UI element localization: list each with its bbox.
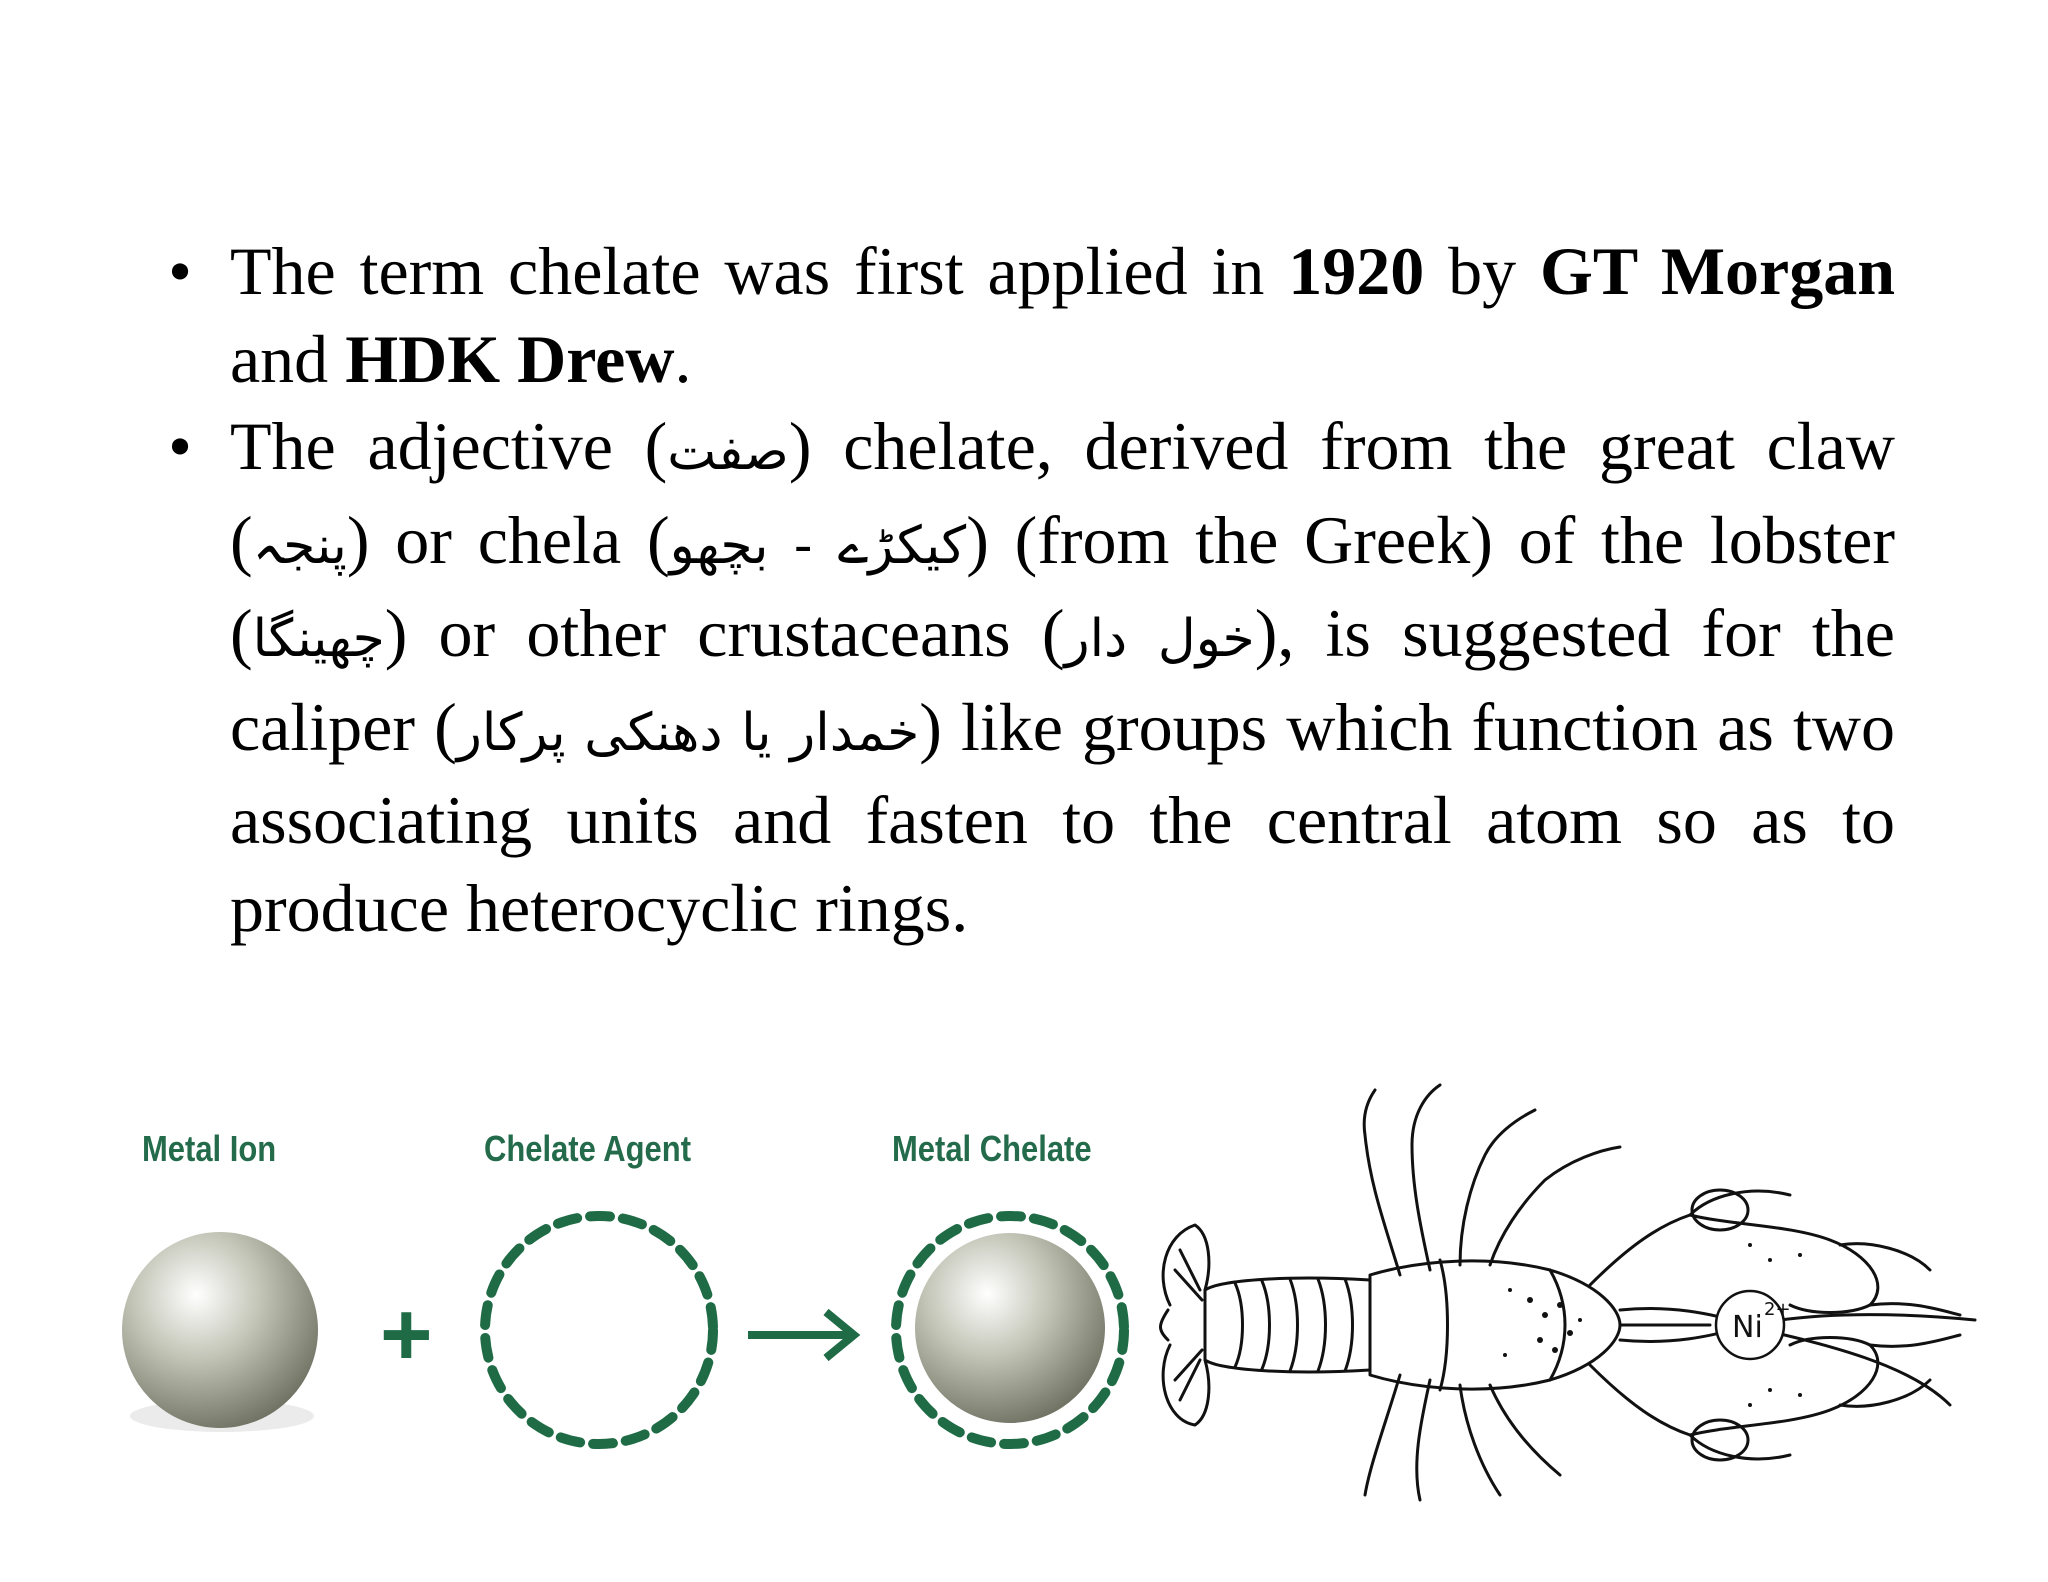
plus-sign: +: [380, 1285, 433, 1385]
urdu-term: پنجہ: [252, 515, 347, 576]
urdu-term: کیکڑے - بچھو: [669, 515, 967, 576]
bullet-dot: •: [168, 233, 192, 309]
bullet-text: ) (from the Greek) of the lobster (: [230, 501, 1895, 671]
author-hdk-drew: HDK Drew: [345, 320, 675, 397]
lobster-illustration: [1150, 1075, 1980, 1515]
bullet-text: ), is suggested for the caliper (: [230, 595, 1895, 765]
bullet-text: ) chelate, derived from the great claw (: [230, 408, 1895, 578]
label-metal-ion: Metal Ion: [142, 1128, 277, 1169]
author-gt-morgan: GT Morgan: [1539, 233, 1896, 309]
bullet-text: by: [1424, 233, 1540, 309]
metal-chelate-sphere: [870, 1190, 1150, 1470]
ion-charge: 2+: [1764, 1299, 1791, 1320]
chelate-agent-ring: [465, 1190, 735, 1470]
bullet-text: ) or chela (: [346, 501, 670, 578]
bullet-text: and: [230, 320, 346, 397]
bullet-text: The adjective (: [230, 408, 668, 484]
bullet-text: ) or other crustaceans (: [384, 595, 1065, 671]
metal-ion-sphere: [100, 1210, 340, 1450]
urdu-term: خمدار یا دھنکی پرکار: [456, 702, 920, 763]
bullet-list: [150, 228, 1895, 952]
urdu-term: چھینگا: [252, 609, 385, 669]
label-chelate-agent: Chelate Agent: [484, 1128, 692, 1169]
year-bold: 1920: [1288, 233, 1425, 309]
bullet-item-2: [150, 403, 1895, 952]
ion-label: Ni: [1732, 1310, 1763, 1345]
bullet-dot: •: [168, 408, 192, 484]
bullet-text: The term chelate was first applied in: [230, 233, 1289, 309]
bullet-text: ) like groups which function as two associating units and fasten to the central atom so as to produce heterocyclic rings.: [230, 688, 1896, 946]
label-metal-chelate: Metal Chelate: [892, 1128, 1092, 1169]
urdu-term: خول دار: [1064, 609, 1255, 669]
urdu-term: صفت: [667, 422, 789, 482]
bullet-text: .: [674, 320, 692, 397]
reaction-arrow-icon: [742, 1300, 872, 1370]
bullet-item-1: [150, 228, 1895, 403]
